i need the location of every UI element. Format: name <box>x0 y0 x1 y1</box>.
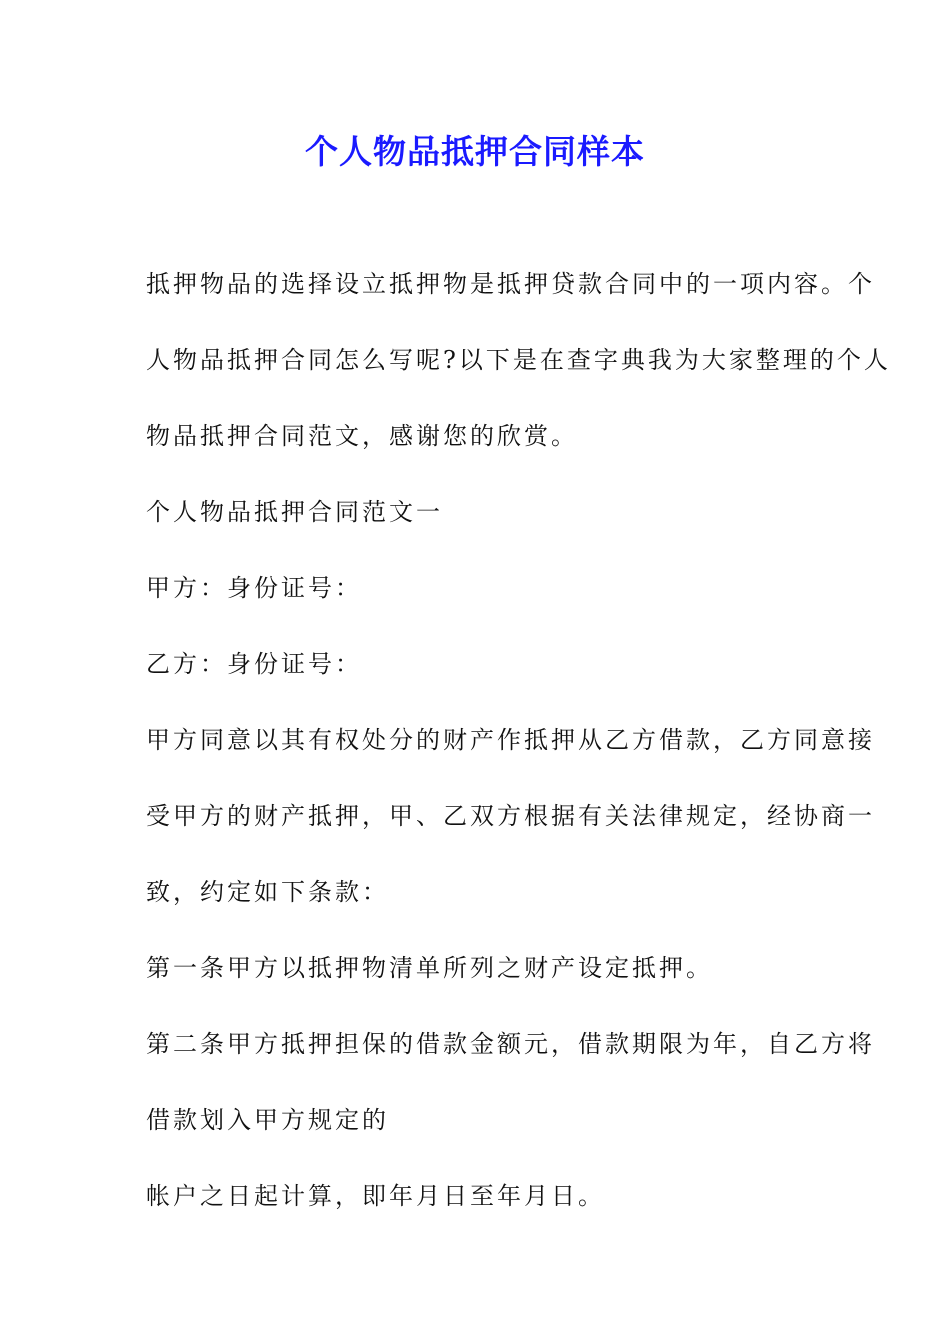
party-b-line: 乙方：身份证号： <box>146 650 362 678</box>
document-body <box>146 262 891 1250</box>
clause-1-line: 第一条甲方以抵押物清单所列之财产设定抵押。 <box>146 954 713 982</box>
agreement-line-2: 受甲方的财产抵押，甲、乙双方根据有关法律规定，经协商一 <box>146 802 875 830</box>
clause-2-line-3: 帐户之日起计算，即年月日至年月日。 <box>146 1182 605 1210</box>
clause-2-line-1: 第二条甲方抵押担保的借款金额元，借款期限为年，自乙方将 <box>146 1030 875 1058</box>
agreement-line-1: 甲方同意以其有权处分的财产作抵押从乙方借款，乙方同意接 <box>146 726 875 754</box>
body-line-intro-1: 抵押物品的选择设立抵押物是抵押贷款合同中的一项内容。个 <box>146 270 875 298</box>
body-line-intro-3: 物品抵押合同范文，感谢您的欣赏。 <box>146 422 578 450</box>
section-heading: 个人物品抵押合同范文一 <box>146 498 443 526</box>
agreement-line-3: 致，约定如下条款： <box>146 878 389 906</box>
clause-2-line-2: 借款划入甲方规定的 <box>146 1106 389 1134</box>
party-a-line: 甲方：身份证号： <box>146 574 362 602</box>
body-line-intro-2: 人物品抵押合同怎么写呢?以下是在查字典我为大家整理的个人 <box>146 346 891 374</box>
document-title: 个人物品抵押合同样本 <box>305 132 645 171</box>
